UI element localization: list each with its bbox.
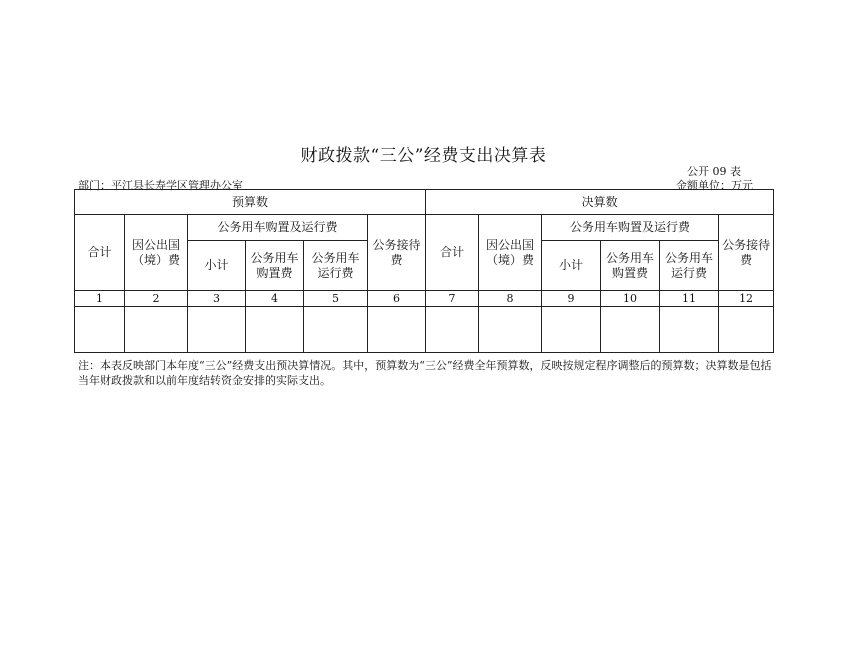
column-number: 9 — [542, 291, 601, 307]
column-number: 7 — [426, 291, 479, 307]
budget-reception-header: 公务接待费 — [368, 215, 426, 291]
column-number: 6 — [368, 291, 426, 307]
column-number: 11 — [660, 291, 719, 307]
table-cell — [246, 307, 304, 353]
budget-vehicle-group-header: 公务用车购置及运行费 — [188, 215, 368, 241]
table-cell — [719, 307, 774, 353]
final-subtotal-header: 小计 — [542, 241, 601, 291]
budget-abroad-header: 因公出国（境）费 — [125, 215, 188, 291]
budget-subtotal-header: 小计 — [188, 241, 246, 291]
table-cell — [75, 307, 125, 353]
final-total-header: 合计 — [426, 215, 479, 291]
table-cell — [125, 307, 188, 353]
table-cell — [188, 307, 246, 353]
table-cell — [426, 307, 479, 353]
amount-unit-label: 金额单位：万元 — [676, 179, 753, 192]
column-number: 12 — [719, 291, 774, 307]
column-number: 10 — [601, 291, 660, 307]
column-number: 3 — [188, 291, 246, 307]
column-number: 5 — [304, 291, 368, 307]
column-number: 1 — [75, 291, 125, 307]
final-group-header: 决算数 — [426, 190, 774, 215]
budget-group-header: 预算数 — [75, 190, 426, 215]
budget-vehicle-operation-header: 公务用车运行费 — [304, 241, 368, 291]
department-label: 部门：平江县长寿学区管理办公室 — [78, 179, 243, 192]
table-title: 财政拨款“三公”经费支出决算表 — [300, 146, 547, 166]
final-vehicle-purchase-header: 公务用车购置费 — [601, 241, 660, 291]
table-cell — [601, 307, 660, 353]
budget-total-header: 合计 — [75, 215, 125, 291]
column-number: 4 — [246, 291, 304, 307]
final-abroad-header: 因公出国（境）费 — [479, 215, 542, 291]
column-number: 8 — [479, 291, 542, 307]
table-row — [75, 307, 774, 353]
column-number-row — [75, 291, 774, 307]
table-note: 注：本表反映部门本年度“三公”经费支出预决算情况。其中，预算数为“三公”经费全年预算数，反映按规定程序调整后的预算数；决算数是包括当年财政拨款和以前年度结转资金安排的实际支出。 — [78, 359, 772, 387]
table-cell — [479, 307, 542, 353]
final-reception-header: 公务接待费 — [719, 215, 774, 291]
column-number: 2 — [125, 291, 188, 307]
form-number: 公开 09 表 — [687, 165, 741, 178]
table-cell — [542, 307, 601, 353]
table-cell — [660, 307, 719, 353]
table-cell — [304, 307, 368, 353]
table-cell — [368, 307, 426, 353]
final-vehicle-operation-header: 公务用车运行费 — [660, 241, 719, 291]
final-vehicle-group-header: 公务用车购置及运行费 — [542, 215, 719, 241]
three-public-expenses-table — [74, 189, 774, 353]
budget-vehicle-purchase-header: 公务用车购置费 — [246, 241, 304, 291]
